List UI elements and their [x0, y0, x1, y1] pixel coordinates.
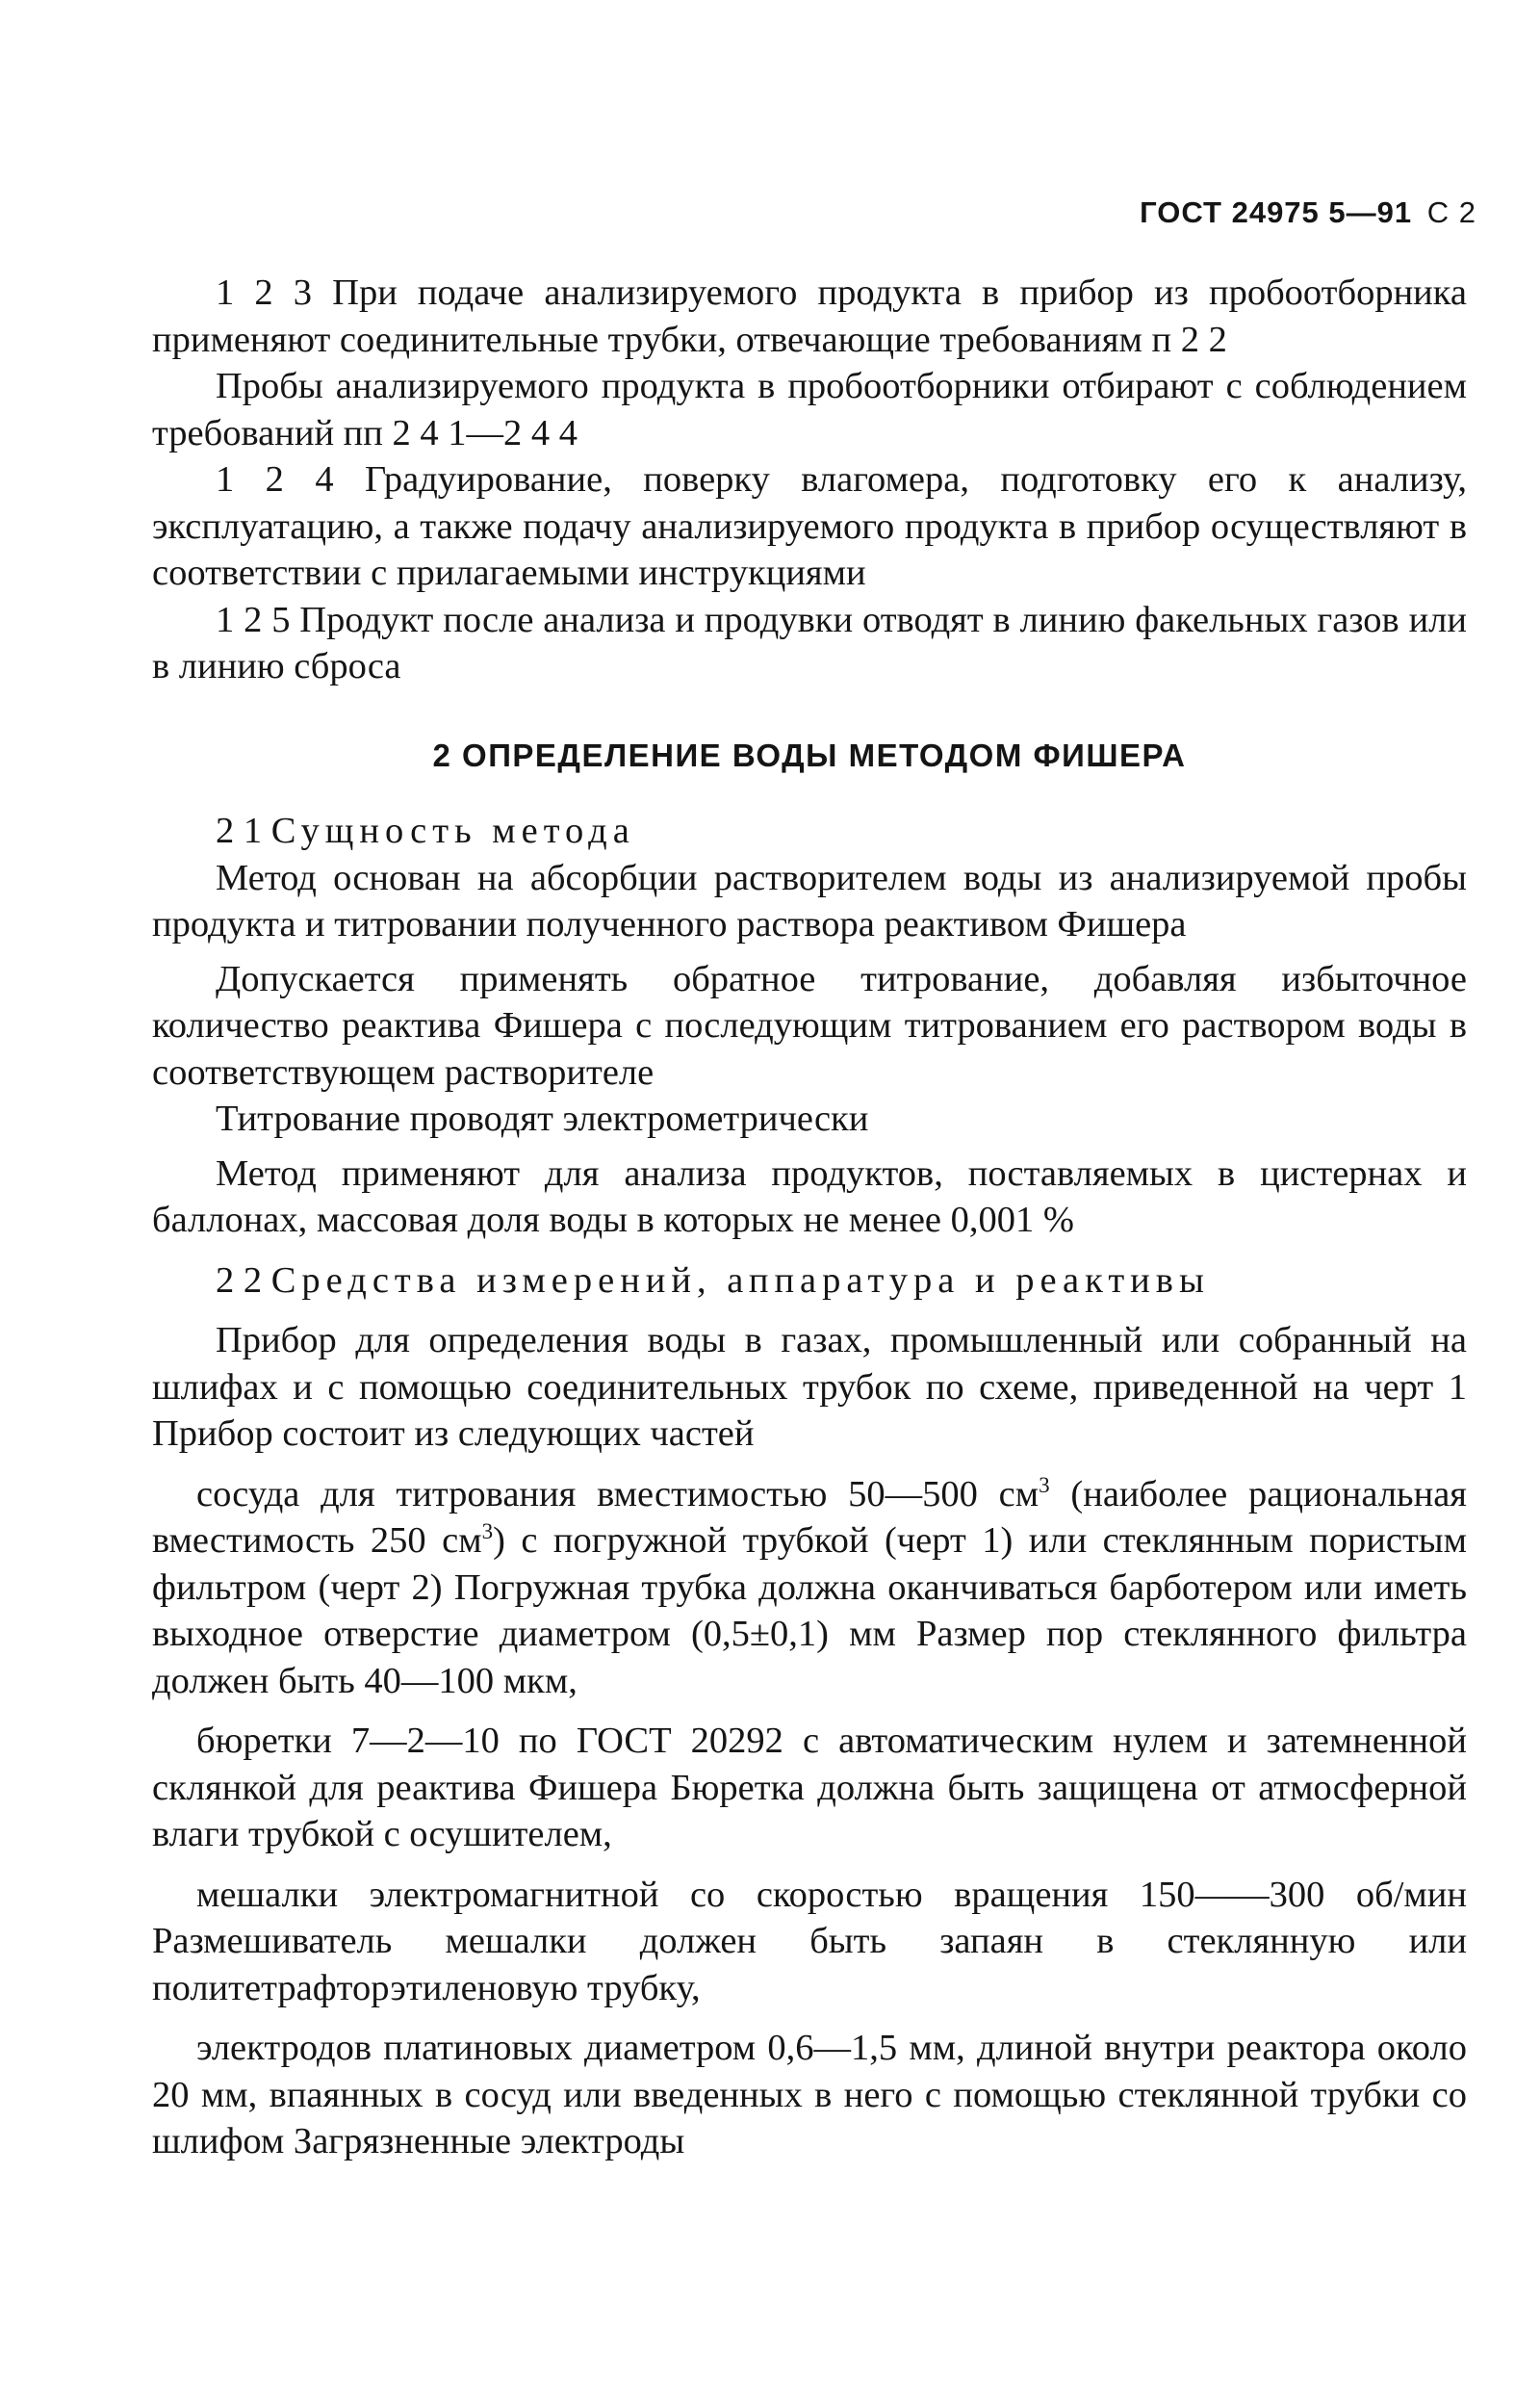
subsection-2-1-title: Сущность метода [270, 811, 635, 851]
list-item-burette: бюретки 7—2—10 по ГОСТ 20292 с автоматическим нулем и затемненной склянкой для реактива Фишера Бюретка должна быть защищена от атмосферной влаги трубкой с осушителем, [152, 1721, 1467, 1854]
paragraph-method-scope: Метод применяют для анализа продуктов, поставляемых в цистернах и баллонах, массовая доля воды в которых не менее 0,001 % [152, 1152, 1467, 1240]
list-item-text: сосуда для титрования вместимостью 50—500 см [196, 1473, 1040, 1514]
standard-number: ГОСТ 24975 5—91 [1140, 195, 1413, 229]
paragraph-1-2-5: 1 2 5 Продукт после анализа и продувки отводят в линию факельных газов или в линию сброса [152, 599, 1467, 686]
list-item-titration-vessel [152, 1471, 1467, 1705]
paragraph-1-2-3: 1 2 3 При подаче анализируемого продукта в прибор из пробоотборника применяют соединительные трубки, отвечающие требованиям п 2 2 [152, 272, 1467, 360]
subsection-2-2-heading [152, 1257, 1467, 1305]
subsection-2-2-title: Средства измерений, аппаратура и реактивы [270, 1259, 1210, 1301]
subsection-2-2-number: 2 2 [216, 1259, 263, 1301]
list-item-text: ) с погружной трубкой (черт 1) или стеклянным пористым фильтром (черт 2) Погружная трубка должна оканчиваться барботером или иметь выходное отверстие диаметром (0,5±0,1) мм Размер пор стеклянного фильтра должен быть 40—100 мкм, [152, 1520, 1468, 1701]
paragraph-sampling: Пробы анализируемого продукта в пробоотборники отбирают с соблюдением требований пп 2 4 1—2 4 4 [152, 366, 1467, 453]
subsection-2-1-number: 2 1 [216, 811, 263, 851]
superscript: 3 [1039, 1471, 1050, 1497]
paragraph-method-essence: Метод основан на абсорбции растворителем воды из анализируемой пробы продукта и титровании полученного раствора реактивом Фишера [152, 857, 1467, 945]
page-number: С 2 [1426, 195, 1476, 229]
page-header [1140, 195, 1476, 230]
subsection-2-1-heading [152, 808, 1467, 855]
list-item-stirrer: мешалки электромагнитной со скоростью вращения 150——300 об/мин Размешиватель мешалки должен быть запаян в стеклянную или политетрафторэтиленовую трубку, [152, 1874, 1467, 2008]
paragraph-device: Прибор для определения воды в газах, промышленный или собранный на шлифах и с помощью соединительных трубок по схеме, приведенной на черт 1 Прибор состоит из следующих частей [152, 1320, 1467, 1454]
list-item-electrodes: электродов платиновых диаметром 0,6—1,5 мм, длиной внутри реактора около 20 мм, впаянных в сосуд или введенных в него с помощью стеклянной трубки со шлифом Загрязненные электроды [152, 2028, 1467, 2161]
paragraph-titration: Титрование проводят электрометрически [216, 1099, 869, 1139]
document-body [152, 270, 1467, 2165]
section-title: 2 ОПРЕДЕЛЕНИЕ ВОДЫ МЕТОДОМ ФИШЕРА [432, 737, 1187, 773]
superscript: 3 [481, 1518, 494, 1544]
paragraph-1-2-4: 1 2 4 Градуирование, поверку влагомера, подготовку его к анализу, эксплуатацию, а также подачу анализируемого продукта в прибор осуществляют в соответствии с прилагаемыми инструкциями [152, 459, 1467, 593]
paragraph-reverse-titration: Допускается применять обратное титрование, добавляя избыточное количество реактива Фишера с последующим титрованием его раствором воды в соответствующем растворителе [152, 958, 1467, 1093]
list-item-text: (наиболее рациональная вместимость 250 см [152, 1473, 1467, 1561]
